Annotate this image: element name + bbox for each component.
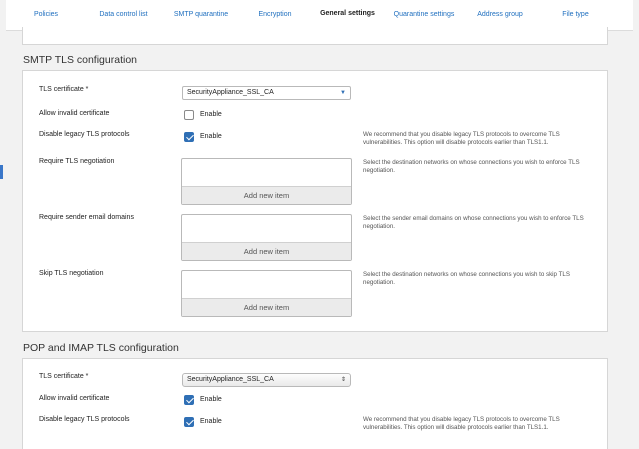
require-sender-add-button[interactable]: Add new item: [182, 242, 351, 260]
tab-policies[interactable]: Policies: [33, 11, 59, 18]
tab-file-type[interactable]: File type: [562, 11, 589, 18]
smtp-tls-certificate-value: SecurityAppliance_SSL_CA: [187, 89, 274, 96]
smtp-allow-invalid-label: Allow invalid certificate: [39, 110, 110, 117]
require-tls-listbox[interactable]: [181, 158, 352, 205]
tab-smtp-quarantine[interactable]: SMTP quarantine: [173, 11, 229, 18]
pop-imap-tls-section-title: POP and IMAP TLS configuration: [23, 342, 179, 354]
smtp-tls-section-title: SMTP TLS configuration: [23, 54, 138, 66]
pop-allow-invalid-checkbox[interactable]: [184, 395, 194, 405]
skip-tls-help: Select the destination networks on whose connections you wish to skip TLS negotiation.: [363, 271, 570, 286]
smtp-allow-invalid-option: Enable: [200, 111, 222, 118]
pop-tls-certificate-select[interactable]: [182, 373, 351, 387]
left-edge-accent: [0, 165, 3, 179]
pop-tls-certificate-label: TLS certificate *: [39, 373, 89, 380]
require-tls-label: Require TLS negotiation: [39, 158, 115, 165]
pop-allow-invalid-option: Enable: [200, 396, 222, 403]
smtp-disable-legacy-checkbox[interactable]: [184, 132, 194, 142]
tab-general-settings[interactable]: General settings: [309, 0, 386, 30]
require-tls-add-button[interactable]: Add new item: [182, 186, 351, 204]
smtp-disable-legacy-option: Enable: [200, 133, 222, 140]
skip-tls-add-button[interactable]: Add new item: [182, 298, 351, 316]
previous-section-panel: [22, 27, 608, 45]
pop-tls-certificate-value: SecurityAppliance_SSL_CA: [187, 376, 274, 383]
smtp-disable-legacy-help: We recommend that you disable legacy TLS protocols to overcome TLS vulnerabilities. This option will disable protocols earlier than TLS1.1.: [363, 131, 560, 146]
pop-disable-legacy-checkbox[interactable]: [184, 417, 194, 427]
tab-address-group[interactable]: Address group: [477, 11, 523, 18]
pop-allow-invalid-label: Allow invalid certificate: [39, 395, 110, 402]
skip-tls-listbox[interactable]: [181, 270, 352, 317]
chevron-up-down-icon: ⇕: [340, 377, 346, 383]
require-tls-help: Select the destination networks on whose connections you wish to enforce TLS negotiation.: [363, 159, 580, 174]
smtp-tls-certificate-label: TLS certificate *: [39, 86, 89, 93]
pop-disable-legacy-label: Disable legacy TLS protocols: [39, 416, 130, 423]
pop-imap-tls-panel: [22, 358, 608, 449]
require-sender-help: Select the sender email domains on whose connections you wish to enforce TLS negotiation.: [363, 215, 584, 230]
skip-tls-label: Skip TLS negotiation: [39, 270, 104, 277]
require-sender-listbox[interactable]: [181, 214, 352, 261]
left-edge: [0, 0, 6, 449]
tab-encryption[interactable]: Encryption: [258, 11, 292, 18]
smtp-disable-legacy-label: Disable legacy TLS protocols: [39, 131, 130, 138]
pop-disable-legacy-help: We recommend that you disable legacy TLS protocols to overcome TLS vulnerabilities. This option will disable protocols earlier than TLS1.1.: [363, 416, 560, 431]
require-sender-label: Require sender email domains: [39, 214, 134, 221]
smtp-tls-certificate-select[interactable]: [182, 86, 351, 100]
tab-quarantine-settings[interactable]: Quarantine settings: [393, 11, 455, 18]
chevron-down-icon: ▼: [340, 90, 346, 96]
pop-disable-legacy-option: Enable: [200, 418, 222, 425]
smtp-allow-invalid-checkbox[interactable]: [184, 110, 194, 120]
tab-data-control-list[interactable]: Data control list: [99, 11, 148, 18]
